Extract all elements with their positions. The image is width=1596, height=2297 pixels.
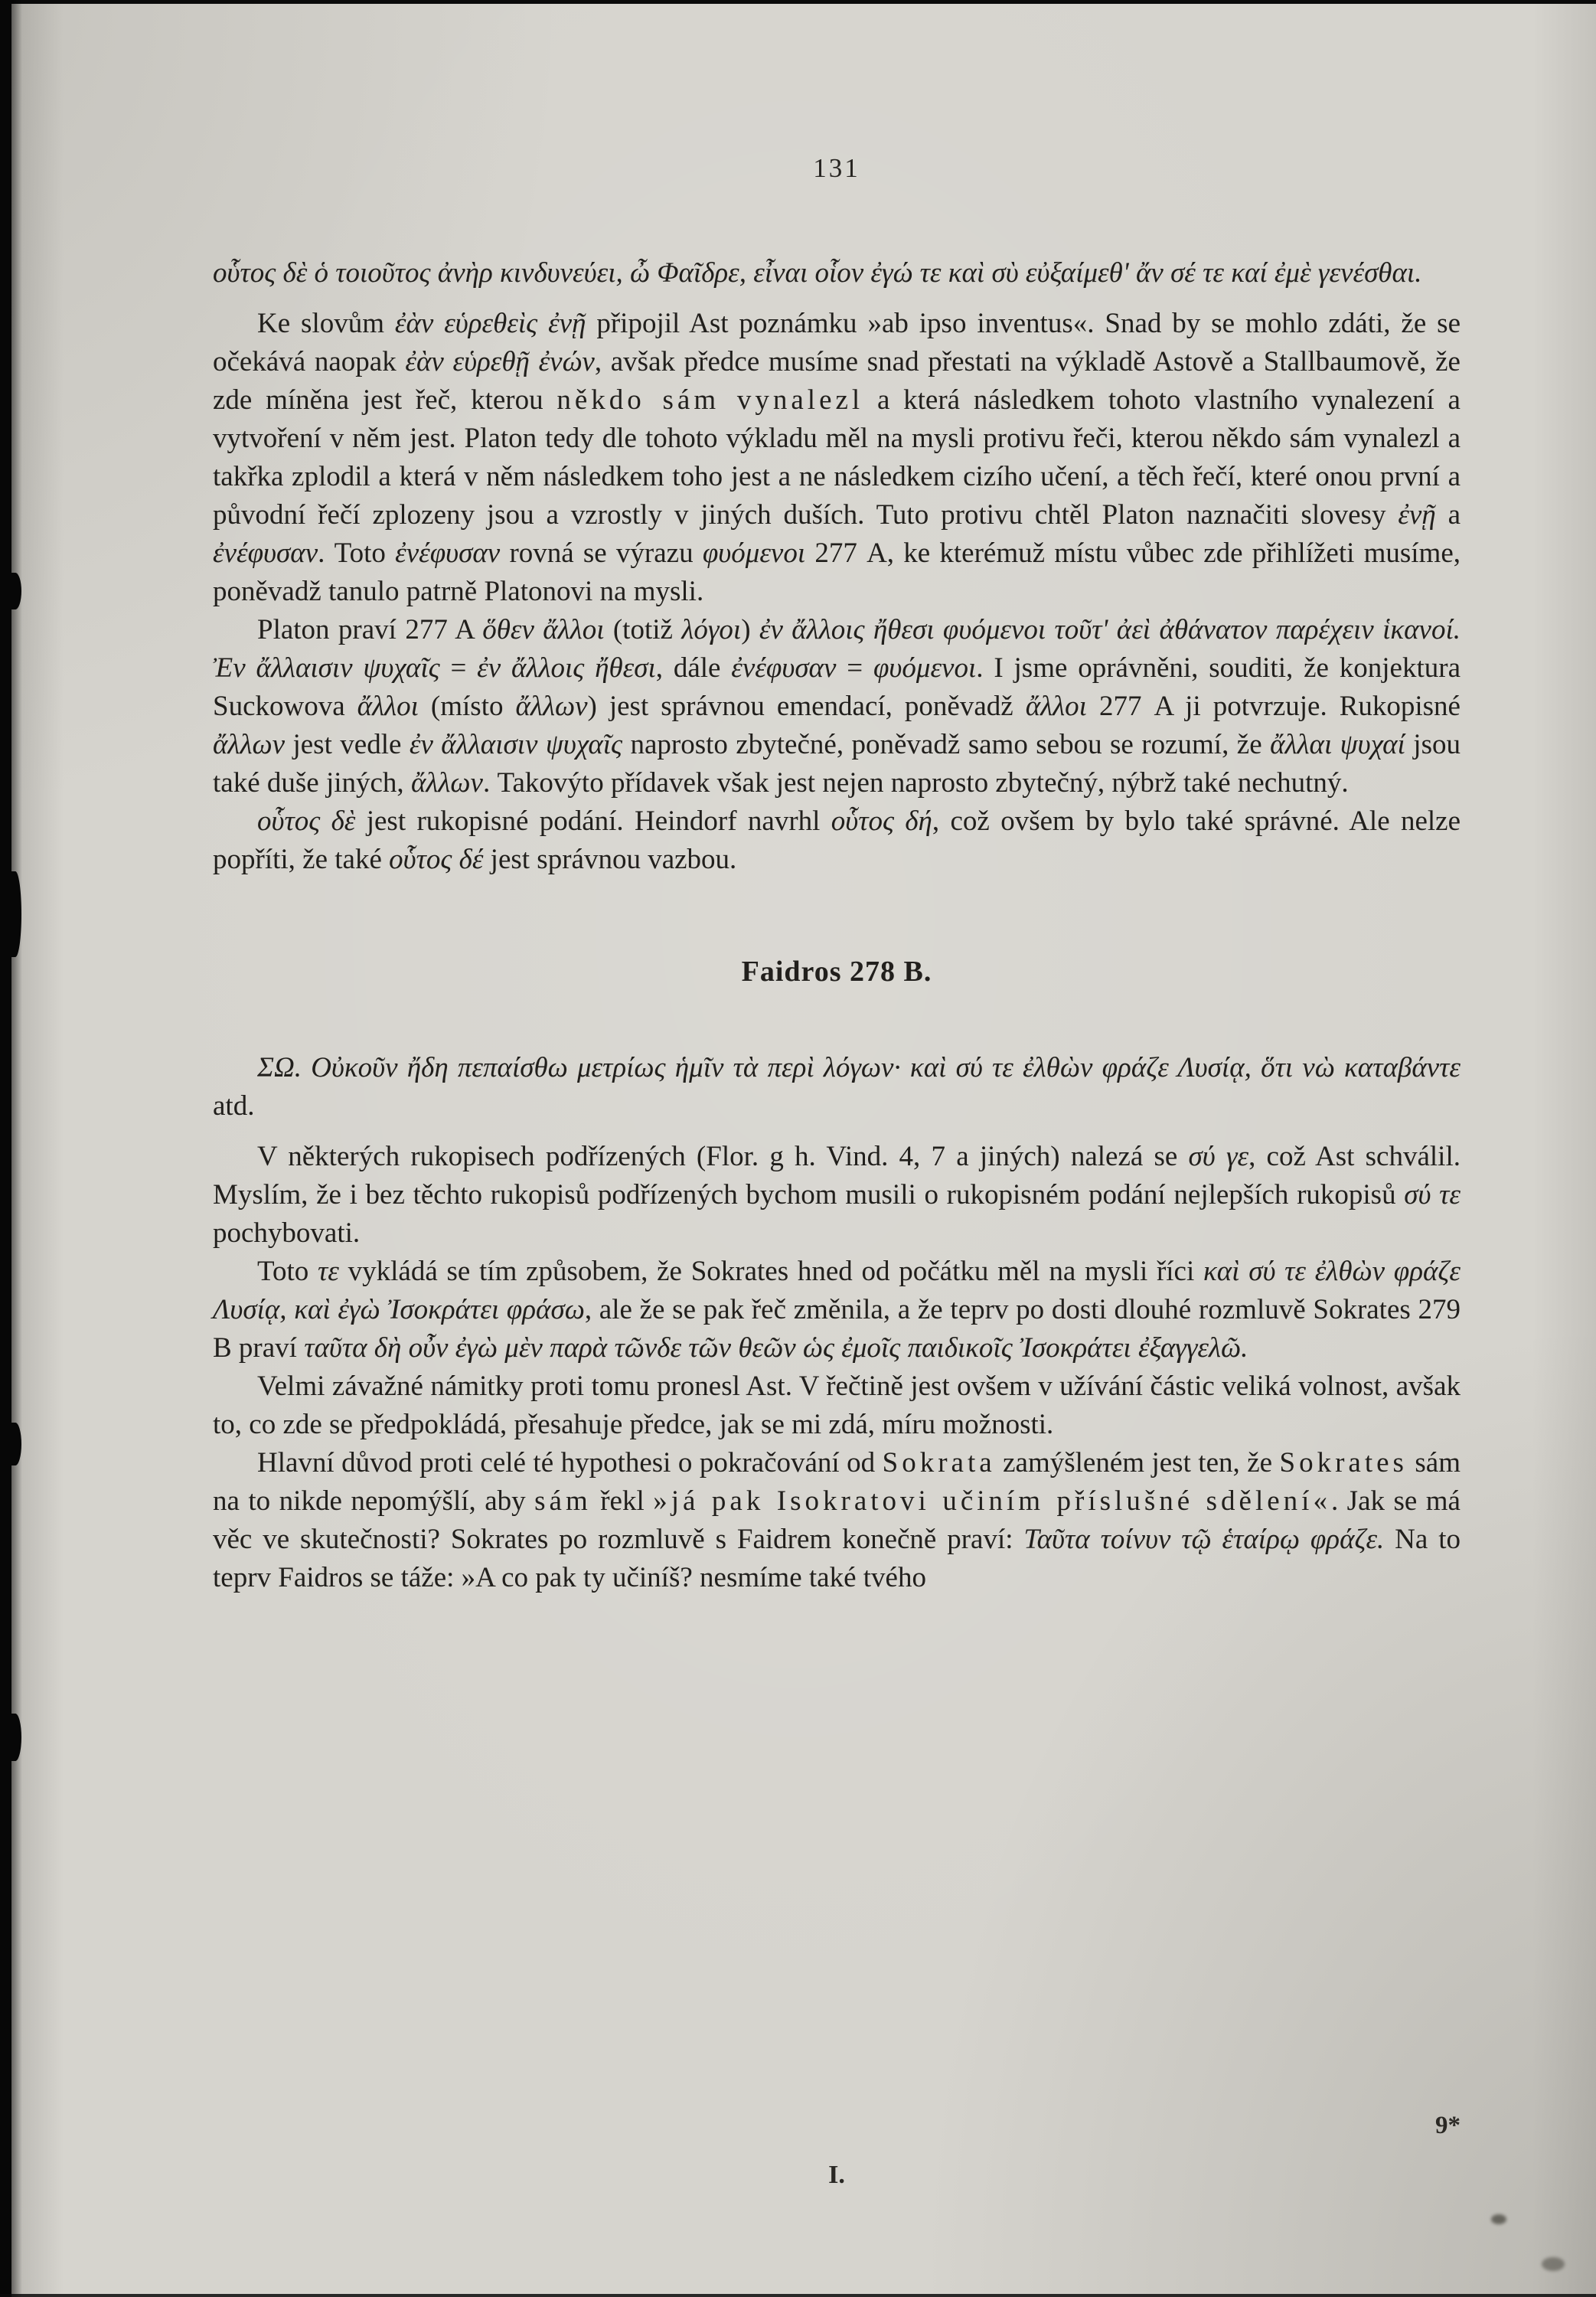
greek-text: ἐνέφυσαν [213,537,318,569]
body-text: sám na to nikde nepomýšlí, aby [213,1447,1461,1517]
body-text: = [836,652,873,684]
bold-text: Faidros 278 B. [741,956,932,988]
greek-text: φυόμενοι [702,537,806,569]
greek-text: ἐν ἄλλοις ἤθεσι [477,652,656,684]
paragraph [213,1444,1461,1597]
body-text: jest vedle [285,729,410,760]
greek-text: ἄλλοι [357,691,419,722]
greek-text: ὅθεν ἄλλοι [482,614,605,645]
body-text: Platon praví 277 A [257,614,483,645]
greek-text: ἐν ἄλλοις ἤθεσι φυόμενοι τοῦτ' ἀεὶ ἀθάνατον παρέχειν ἱκανοί. Ἐν ἄλλαισιν ψυχαῖς [213,614,1461,684]
body-text: pochybovati. [213,1217,361,1249]
body-text: , což ovšem by bylo také správné. Ale nelze popříti, že také [213,805,1461,875]
body-text: 277 A ji potvrzuje. Rukopisné [1086,691,1461,722]
body-text: zamýšleném jest ten, že [995,1447,1280,1479]
greek-text: Ταῦτα τοίνυν τῷ ἑταίρῳ φράζε. [1023,1524,1385,1555]
body-text: , avšak předce musíme snad přestati na výkladě Astově a Stallbaumově, že zde míněna jest řeč, kterou [213,346,1461,416]
body-text: vykládá se tím způsobem, že Sokrates hned od počátku měl na mysli říci [338,1256,1203,1287]
body-text: . Jak se má věc ve skutečnosti? Sokrates po rozmluvě s Faidrem konečně praví: [213,1485,1461,1555]
greek-text: ἄλλοι [1025,691,1087,722]
emphasized-text: někdo sám vynalezl [556,384,864,416]
body-text: Na to teprv Faidros se táže: »A co pak ty učiníš? nesmíme také tvého [213,1524,1461,1593]
body-text: Toto [257,1256,318,1287]
body-text: Hlavní důvod proti celé té hypothesi o pokračování od [257,1447,883,1479]
greek-text: φυόμενοι [873,652,977,684]
body-text: jest rukopisné podání. Heindorf navrhl [355,805,831,837]
scan-edge-shadow [11,0,22,2297]
greek-text: ἄλλαι ψυχαί [1270,729,1405,760]
body-text: . Toto [318,537,396,569]
body-text: jsou také duše jiných, [213,729,1461,799]
greek-text: ἄλλων [515,691,588,722]
body-text: , dále [655,652,732,684]
signature-mark: 9* [1435,2112,1461,2139]
body-text: naprosto zbytečné, poněvadž samo sebou se rozumí, že [622,729,1271,760]
body-text: (místo [418,691,516,722]
body-text: rovná se výrazu [500,537,703,569]
greek-text: σύ τε [1404,1179,1461,1211]
body-text: jest správnou vazbou. [483,844,737,875]
paragraph [213,1253,1461,1367]
body-text: ) [741,614,759,645]
scan-edge-artifact [9,1423,21,1465]
emphasized-text: Sokrata [882,1447,996,1479]
greek-text: οὗτος δὲ [257,805,356,837]
body-text: (totiž [604,614,682,645]
page-text [213,254,1461,1597]
scan-edge-bottom [0,2294,1596,2297]
greek-text: ἐνέφυσαν [395,537,501,569]
body-text: Ke slovům [257,308,395,339]
emphasized-text: sám [534,1485,592,1517]
greek-text: ἄλλων [410,767,483,799]
greek-text: ἐὰν εὑρεθεὶς ἐνῇ [394,308,586,339]
body-text: ) jest správnou emendací, poněvadž [587,691,1026,722]
greek-text: ἐνέφυσαν [731,652,837,684]
paragraph [213,1049,1461,1126]
greek-text: ἐνῇ [1398,499,1436,531]
body-text: a [1435,499,1461,531]
paragraph [213,254,1461,292]
body-text: . I jsme oprávněni, souditi, že konjektura Suckowova [213,652,1461,722]
scan-speck [1491,2214,1506,2224]
greek-text: σύ γε [1188,1141,1249,1172]
body-text: , ale že se pak řeč změnila, a že teprv po dosti dlouhé rozmluvě Sokrates 279 B praví [213,1294,1461,1364]
scan-edge-left [0,0,11,2297]
volume-mark: I. [828,2161,845,2189]
section-heading [213,952,1461,991]
greek-text: οὗτος δὲ ὁ τοιοῦτος ἀνὴρ κινδυνεύει, ὦ Φαῖδρε, εἶναι οἷον ἐγώ τε καὶ σὺ εὐξαίμεθ' ἄν σέ τε καί ἐμὲ γενέσθαι. [213,257,1422,289]
paragraph [213,1367,1461,1444]
paragraph [213,802,1461,879]
greek-text: ἐν ἄλλαισιν ψυχαῖς [409,729,623,760]
scan-speck [1542,2257,1565,2271]
scan-edge-artifact [9,573,21,609]
paragraph [213,611,1461,802]
paragraph [213,305,1461,611]
paragraph [213,1138,1461,1253]
body-text: = [439,652,478,684]
greek-text: οὗτος δή [831,805,932,837]
greek-text: ΣΩ. Οὐκοῦν ἤδη πεπαίσθω μετρίως ἡμῖν τὰ περὶ λόγων· καὶ σύ τε ἐλθὼν φράζε Λυσίᾳ, ὅτι νὼ καταβάντε [257,1052,1461,1083]
greek-text: ἐὰν εὑρεθῇ ἐνών [405,346,595,377]
scan-edge-artifact [9,1714,21,1761]
emphasized-text: Sokrates [1279,1447,1408,1479]
scan-edge-artifact [9,871,21,957]
greek-text: ταῦτα δὴ οὖν ἐγὼ μὲν παρὰ τῶνδε τῶν θεῶν ὡς ἐμοῖς παιδικοῖς Ἰσοκράτει ἐξαγγελῶ. [304,1332,1248,1364]
greek-text: καὶ σύ τε ἐλθὼν φράζε Λυσίᾳ, καὶ ἐγὼ Ἰσοκράτει φράσω [213,1256,1461,1325]
scan-edge-top [0,0,1596,4]
body-text: 277 A, ke kterémuž místu vůbec zde přihlížeti musíme, poněvadž tanulo patrně Platonovi na mysli. [213,537,1461,607]
page-number: 131 [813,153,860,183]
body-text: a která následkem tohoto vlastního vynalezení a vytvoření v něm jest. Platon tedy dle tohoto výkladu měl na mysli protivu řeči, kterou někdo sám vynalezl a takřka zplodil a která v něm následkem toho jest a ne následkem cizího učení, a těch řečí, které onou první a původní řečí zplozeny jsou a vzrostly v jiných duších. Tuto protivu chtěl Platon naznačiti slovesy [213,384,1461,531]
body-text: připojil Ast poznámku »ab ipso inventus«. Snad by se mohlo zdáti, že se očekává naopak [213,308,1461,377]
body-text: V některých rukopisech podřízených (Flor. g h. Vind. 4, 7 a jiných) nalezá se [257,1141,1189,1172]
emphasized-text: »já pak Isokratovi učiním příslušné sdělení« [653,1485,1331,1517]
body-text: atd. [213,1090,255,1122]
body-text: řekl [591,1485,654,1517]
body-text: . Takovýto přídavek však jest nejen naprosto zbytečný, nýbrž také nechutný. [482,767,1349,799]
greek-text: οὗτος δέ [389,844,484,875]
greek-text: λόγοι [681,614,742,645]
body-text: , což Ast schválil. Myslím, že i bez těchto rukopisů podřízených bychom musili o rukopisném podání nejlepších rukopisů [213,1141,1461,1211]
greek-text: τε [318,1256,339,1287]
body-text: Velmi závažné námitky proti tomu pronesl Ast. V řečtině jest ovšem v užívání částic veliká volnost, avšak to, co zde se předpokládá, přesahuje předce, jak se mi zdá, míru možnosti. [213,1371,1461,1440]
greek-text: ἄλλων [213,729,286,760]
